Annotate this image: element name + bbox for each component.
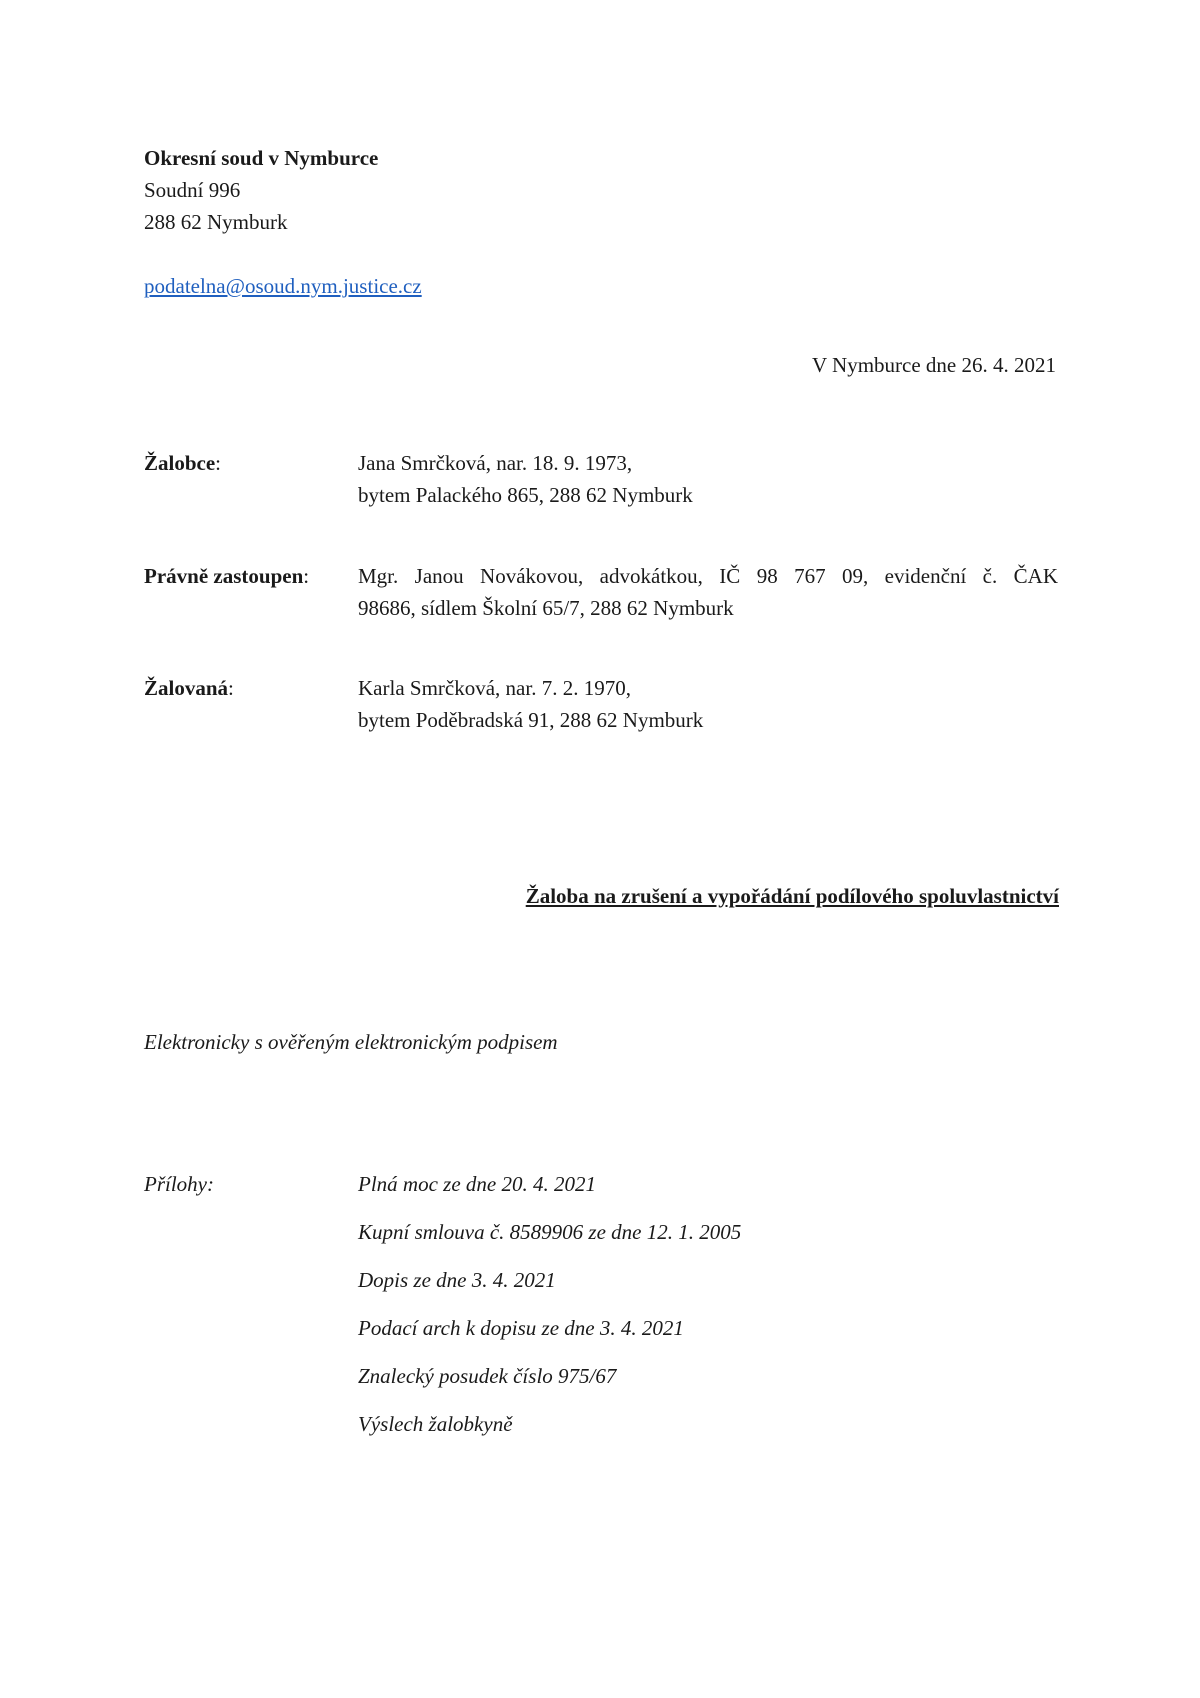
plaintiff-line-1: Jana Smrčková, nar. 18. 9. 1973, [358, 451, 633, 475]
defendant-line-1: Karla Smrčková, nar. 7. 2. 1970, [358, 676, 631, 700]
court-street: Soudní 996 [144, 178, 241, 202]
attachment-item: Plná moc ze dne 20. 4. 2021 [358, 1172, 596, 1196]
representative-line-2: 98686, sídlem Školní 65/7, 288 62 Nymburk [358, 596, 734, 620]
document-date: V Nymburce dne 26. 4. 2021 [812, 353, 1056, 377]
representative-details [358, 560, 1058, 624]
attachments-list [358, 1168, 741, 1456]
attachment-item: Výslech žalobkyně [358, 1412, 513, 1436]
plaintiff-details [358, 447, 1058, 511]
defendant-details [358, 672, 1058, 736]
representative-label: Právně zastoupen: [144, 564, 310, 588]
defendant-line-2: bytem Poděbradská 91, 288 62 Nymburk [358, 708, 704, 732]
attachment-item: Kupní smlouva č. 8589906 ze dne 12. 1. 2005 [358, 1220, 742, 1244]
plaintiff-line-2: bytem Palackého 865, 288 62 Nymburk [358, 483, 693, 507]
attachment-item: Podací arch k dopisu ze dne 3. 4. 2021 [358, 1316, 684, 1340]
defendant-label: Žalovaná: [144, 676, 234, 700]
court-city: 288 62 Nymburk [144, 210, 288, 234]
court-address [144, 142, 378, 238]
attachment-item: Dopis ze dne 3. 4. 2021 [358, 1268, 556, 1292]
representative-line-1: Mgr. Janou Novákovou, advokátkou, IČ 98 767 09, evidenční č. ČAK [358, 564, 1058, 588]
plaintiff-label: Žalobce: [144, 451, 222, 475]
court-email-link[interactable]: podatelna@osoud.nym.justice.cz [144, 274, 422, 298]
attachments-label: Přílohy: [144, 1172, 214, 1196]
attachment-item: Znalecký posudek číslo 975/67 [358, 1364, 617, 1388]
document-title: Žaloba na zrušení a vypořádání podílového spoluvlastnictví [525, 884, 1059, 908]
electronic-signature-note: Elektronicky s ověřeným elektronickým podpisem [144, 1030, 558, 1054]
court-name: Okresní soud v Nymburce [144, 146, 379, 170]
